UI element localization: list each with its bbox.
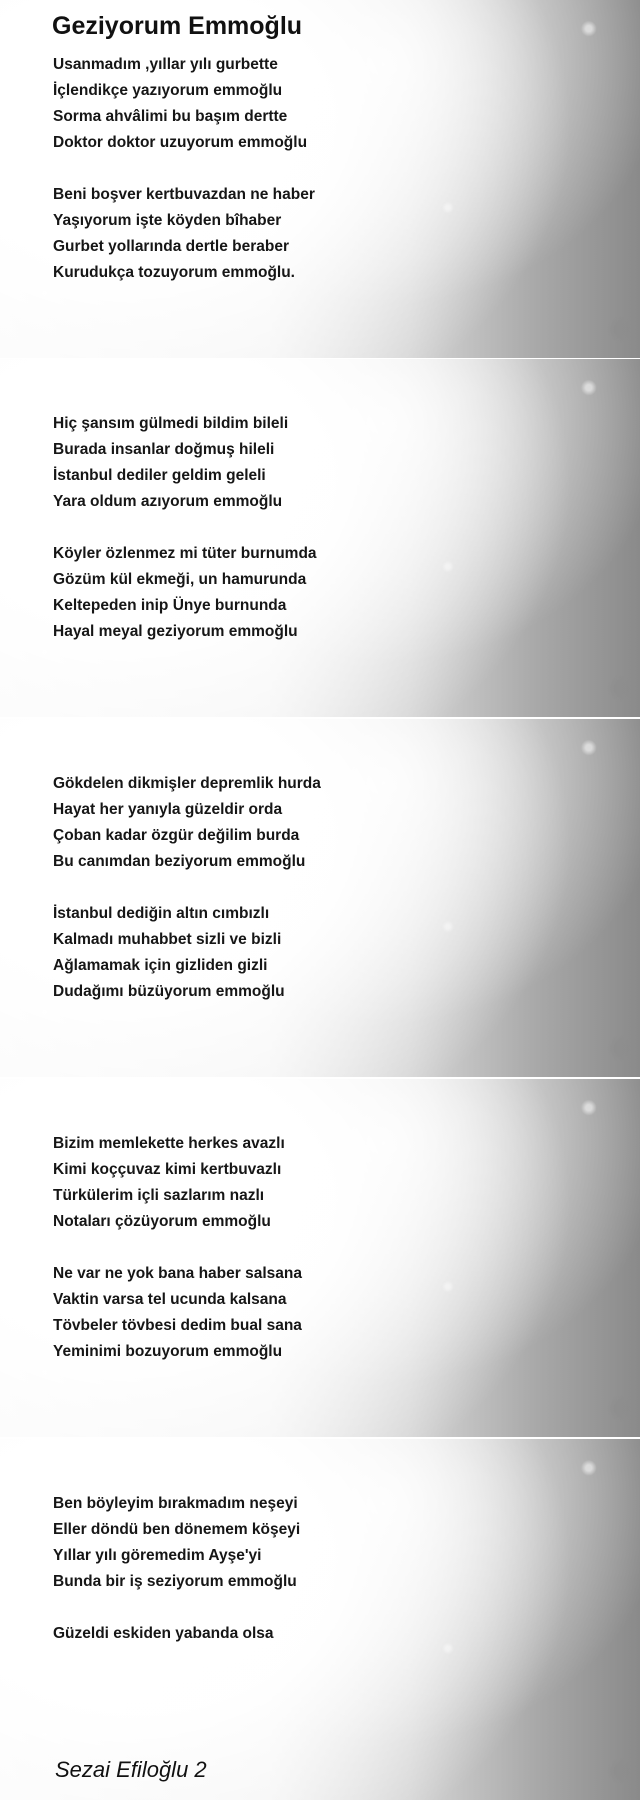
verse-line: Kimi koççuvaz kimi kertbuvazlı	[53, 1161, 282, 1178]
verse-line: Türkülerim içli sazlarım nazlı	[53, 1187, 265, 1204]
stanza	[53, 1131, 302, 1235]
stanza	[53, 541, 317, 645]
verse-line: Eller döndü ben dönemem köşeyi	[53, 1521, 301, 1538]
verse-line: Bizim memlekette herkes avazlı	[53, 1135, 285, 1152]
verse-line: Burada insanlar doğmuş hileli	[53, 441, 275, 458]
verse-line: İstanbul dediğin altın cımbızlı	[53, 905, 270, 922]
verse-line: Yara oldum azıyorum emmoğlu	[53, 493, 283, 510]
verse-line: Gökdelen dikmişler depremlik hurda	[53, 775, 321, 792]
verse-line: Gözüm kül ekmeği, un hamurunda	[53, 571, 307, 588]
stanza	[53, 1261, 302, 1365]
stanza	[53, 901, 321, 1005]
verse-line: Doktor doktor uzuyorum emmoğlu	[53, 134, 308, 151]
poem-panel-3	[0, 719, 640, 1077]
stanza	[53, 52, 315, 156]
stanza	[53, 182, 315, 286]
verse-line: Tövbeler tövbesi dedim bual sana	[53, 1317, 302, 1334]
stanza-group-1	[53, 52, 315, 312]
stanza-group-3	[53, 771, 321, 1031]
verse-line: Vaktin varsa tel ucunda kalsana	[53, 1291, 287, 1308]
stanza-group-2	[53, 411, 317, 671]
verse-line: Yıllar yılı göremedim Ayşe'yi	[53, 1547, 262, 1564]
verse-line: Güzeldi eskiden yabanda olsa	[53, 1625, 274, 1642]
verse-line: Yaşıyorum işte köyden bîhaber	[53, 212, 282, 229]
stanza	[53, 1621, 300, 1647]
verse-line: Keltepeden inip Ünye burnunda	[53, 597, 287, 614]
verse-line: Çoban kadar özgür değilim burda	[53, 827, 300, 844]
poem-panel-4	[0, 1079, 640, 1437]
verse-line: Sorma ahvâlimi bu başım dertte	[53, 108, 288, 125]
verse-line: Gurbet yollarında dertle beraber	[53, 238, 290, 255]
stanza	[53, 771, 321, 875]
verse-line: Bu canımdan beziyorum emmoğlu	[53, 853, 306, 870]
stanza-group-4	[53, 1131, 302, 1391]
poem-title: Geziyorum Emmoğlu	[52, 12, 303, 40]
verse-line: Hayal meyal geziyorum emmoğlu	[53, 623, 298, 640]
verse-line: Bunda bir iş seziyorum emmoğlu	[53, 1573, 297, 1590]
verse-line: Ne var ne yok bana haber salsana	[53, 1265, 302, 1282]
verse-line: Ben böyleyim bırakmadım neşeyi	[53, 1495, 298, 1512]
verse-line: Kalmadı muhabbet sizli ve bizli	[53, 931, 282, 948]
verse-line: Dudağımı büzüyorum emmoğlu	[53, 983, 285, 1000]
verse-line: İstanbul dediler geldim geleli	[53, 467, 266, 484]
author-signature: Sezai Efiloğlu 2	[55, 1757, 207, 1782]
verse-line: Köyler özlenmez mi tüter burnumda	[53, 545, 317, 562]
stanza-group-5	[53, 1491, 300, 1673]
verse-line: Beni boşver kertbuvazdan ne haber	[53, 186, 315, 203]
verse-line: Usanmadım ,yıllar yılı gurbette	[53, 56, 278, 73]
verse-line: İçlendikçe yazıyorum emmoğlu	[53, 82, 283, 99]
verse-line: Kurudukça tozuyorum emmoğlu.	[53, 264, 295, 281]
stanza	[53, 411, 317, 515]
stanza	[53, 1491, 300, 1595]
verse-line: Hiç şansım gülmedi bildim bileli	[53, 415, 289, 432]
poem-panel-5	[0, 1439, 640, 1800]
poem-panel-2	[0, 359, 640, 717]
poem-panel-1	[0, 0, 640, 358]
verse-line: Hayat her yanıyla güzeldir orda	[53, 801, 283, 818]
verse-line: Ağlamamak için gizliden gizli	[53, 957, 268, 974]
verse-line: Notaları çözüyorum emmoğlu	[53, 1213, 271, 1230]
verse-line: Yeminimi bozuyorum emmoğlu	[53, 1343, 283, 1360]
